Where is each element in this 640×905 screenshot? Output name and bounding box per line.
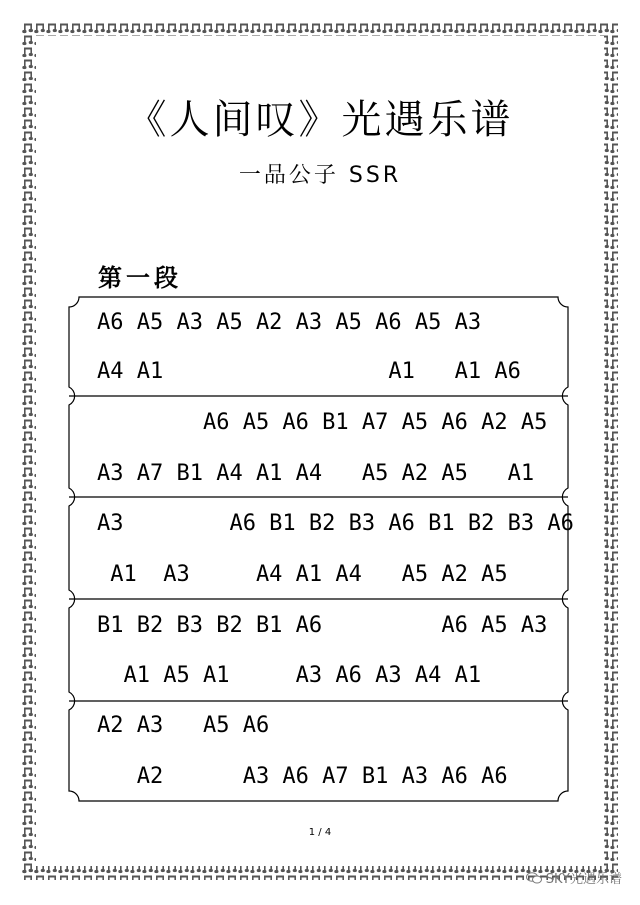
score-row: A6 A5 A6 B1 A7 A5 A6 A2 A5 [97,410,548,435]
score-row: A2 A3 A6 A7 B1 A3 A6 A6 [97,764,508,789]
score-row: A2 A3 A5 A6 [97,713,270,738]
page-title: 《人间叹》光遇乐谱 [126,97,514,143]
score-row: A1 A3 A4 A1 A4 A5 A2 A5 [97,562,508,587]
watermark [526,868,622,887]
page-subtitle: 一品公子 SSR [238,163,402,188]
score-row: B1 B2 B3 B2 B1 A6 A6 A5 A3 [97,613,548,638]
score-row: A3 A7 B1 A4 A1 A4 A5 A2 A5 A1 [97,461,535,486]
score-row: A1 A5 A1 A3 A6 A3 A4 A1 [97,663,482,688]
score-row: A6 A5 A3 A5 A2 A3 A5 A6 A5 A3 [97,310,482,335]
page-number: 1 / 4 [308,827,332,838]
wechat-icon [526,872,542,884]
section-heading: 第一段 [98,264,182,292]
score-row: A3 A6 B1 B2 B3 A6 B1 B2 B3 A6 [97,511,574,536]
watermark-text: SKY光遇乐谱 [545,872,622,887]
score-frame [67,295,574,803]
score-row: A4 A1 A1 A1 A6 [97,359,521,384]
